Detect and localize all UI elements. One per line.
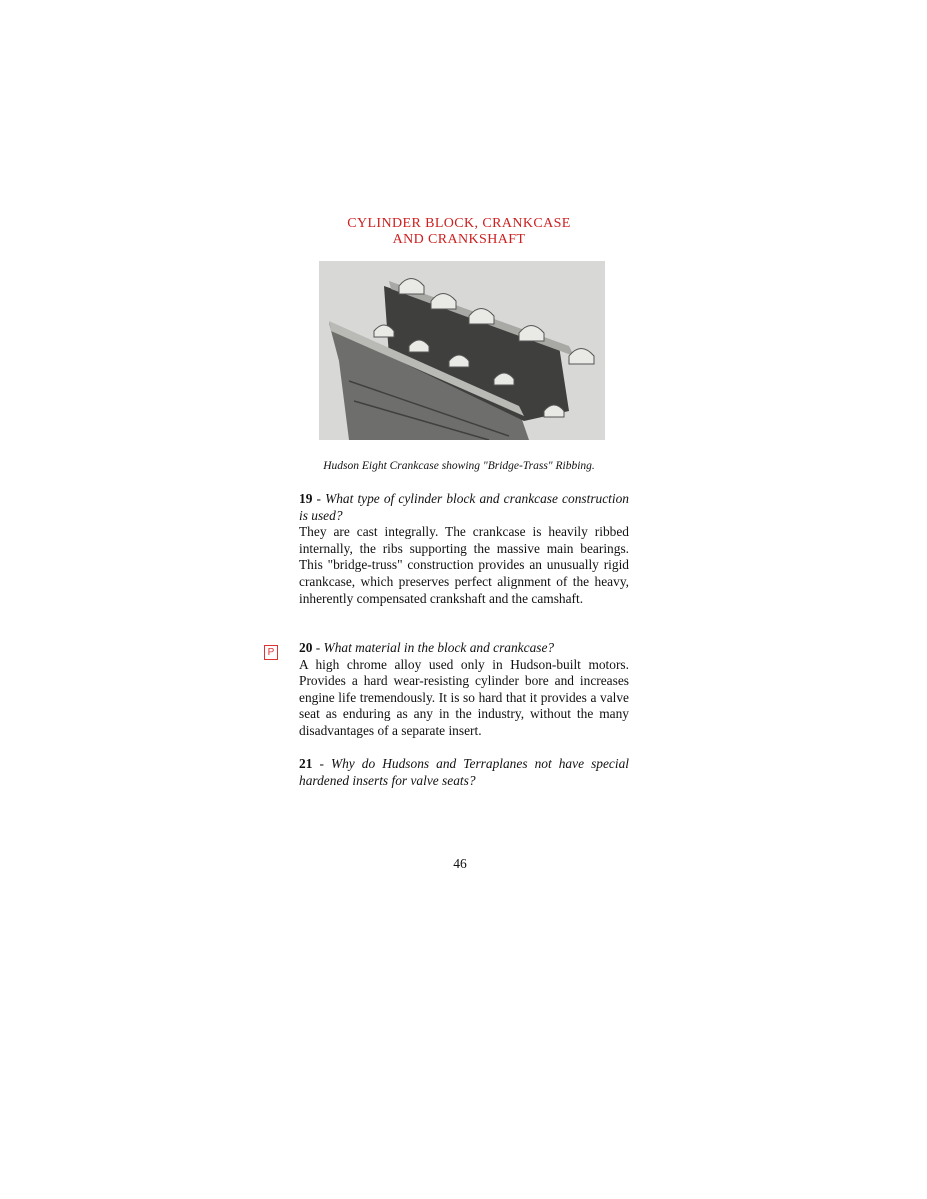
section-title-line-1: CYLINDER BLOCK, CRANKCASE [347,216,571,231]
crankcase-illustration [319,261,605,440]
question-21-prompt [299,756,629,789]
p-marker-icon[interactable]: P [264,645,278,660]
crankcase-photo [319,261,605,440]
answer-text: A high chrome alloy used only in Hudson-built motors. Provides a hard wear-resisting cylinder bore and increases engine life tremendously. It is so hard that it provides a valve seat as enduring as any in the industry, without the many disadvantages of a separate insert. [299,656,629,738]
question-number: 19 [299,491,313,506]
question-number: 20 [299,640,313,655]
question-text: What material in the block and crankcase? [323,640,555,655]
question-20 [299,640,629,740]
section-title-line-2: AND CRANKSHAFT [392,232,526,247]
section-title [300,216,618,248]
question-number: 21 [299,756,313,771]
separator: - [312,756,331,771]
answer-text: They are cast integrally. The crankcase is heavily ribbed internally, the ribs supporting the massive main bearings. This "bridge-truss" construction provides an unusually rigid crankcase, which preserves perfect alignment of the heavy, inherently compensated crankshaft and the camshaft. [299,524,629,606]
question-21 [299,756,629,789]
separator: - [312,640,324,655]
question-20-prompt [299,640,629,657]
question-text: Why do Hudsons and Terraplanes not have special hardened inserts for valve seats? [299,756,629,788]
separator: - [312,491,326,506]
question-text: What type of cylinder block and crankcase construction is used? [299,491,630,523]
page-number: 46 [453,856,467,871]
figure-caption: Hudson Eight Crankcase showing "Bridge-Trass" Ribbing. [323,460,595,472]
question-19-prompt [299,491,629,524]
question-19 [299,491,629,607]
